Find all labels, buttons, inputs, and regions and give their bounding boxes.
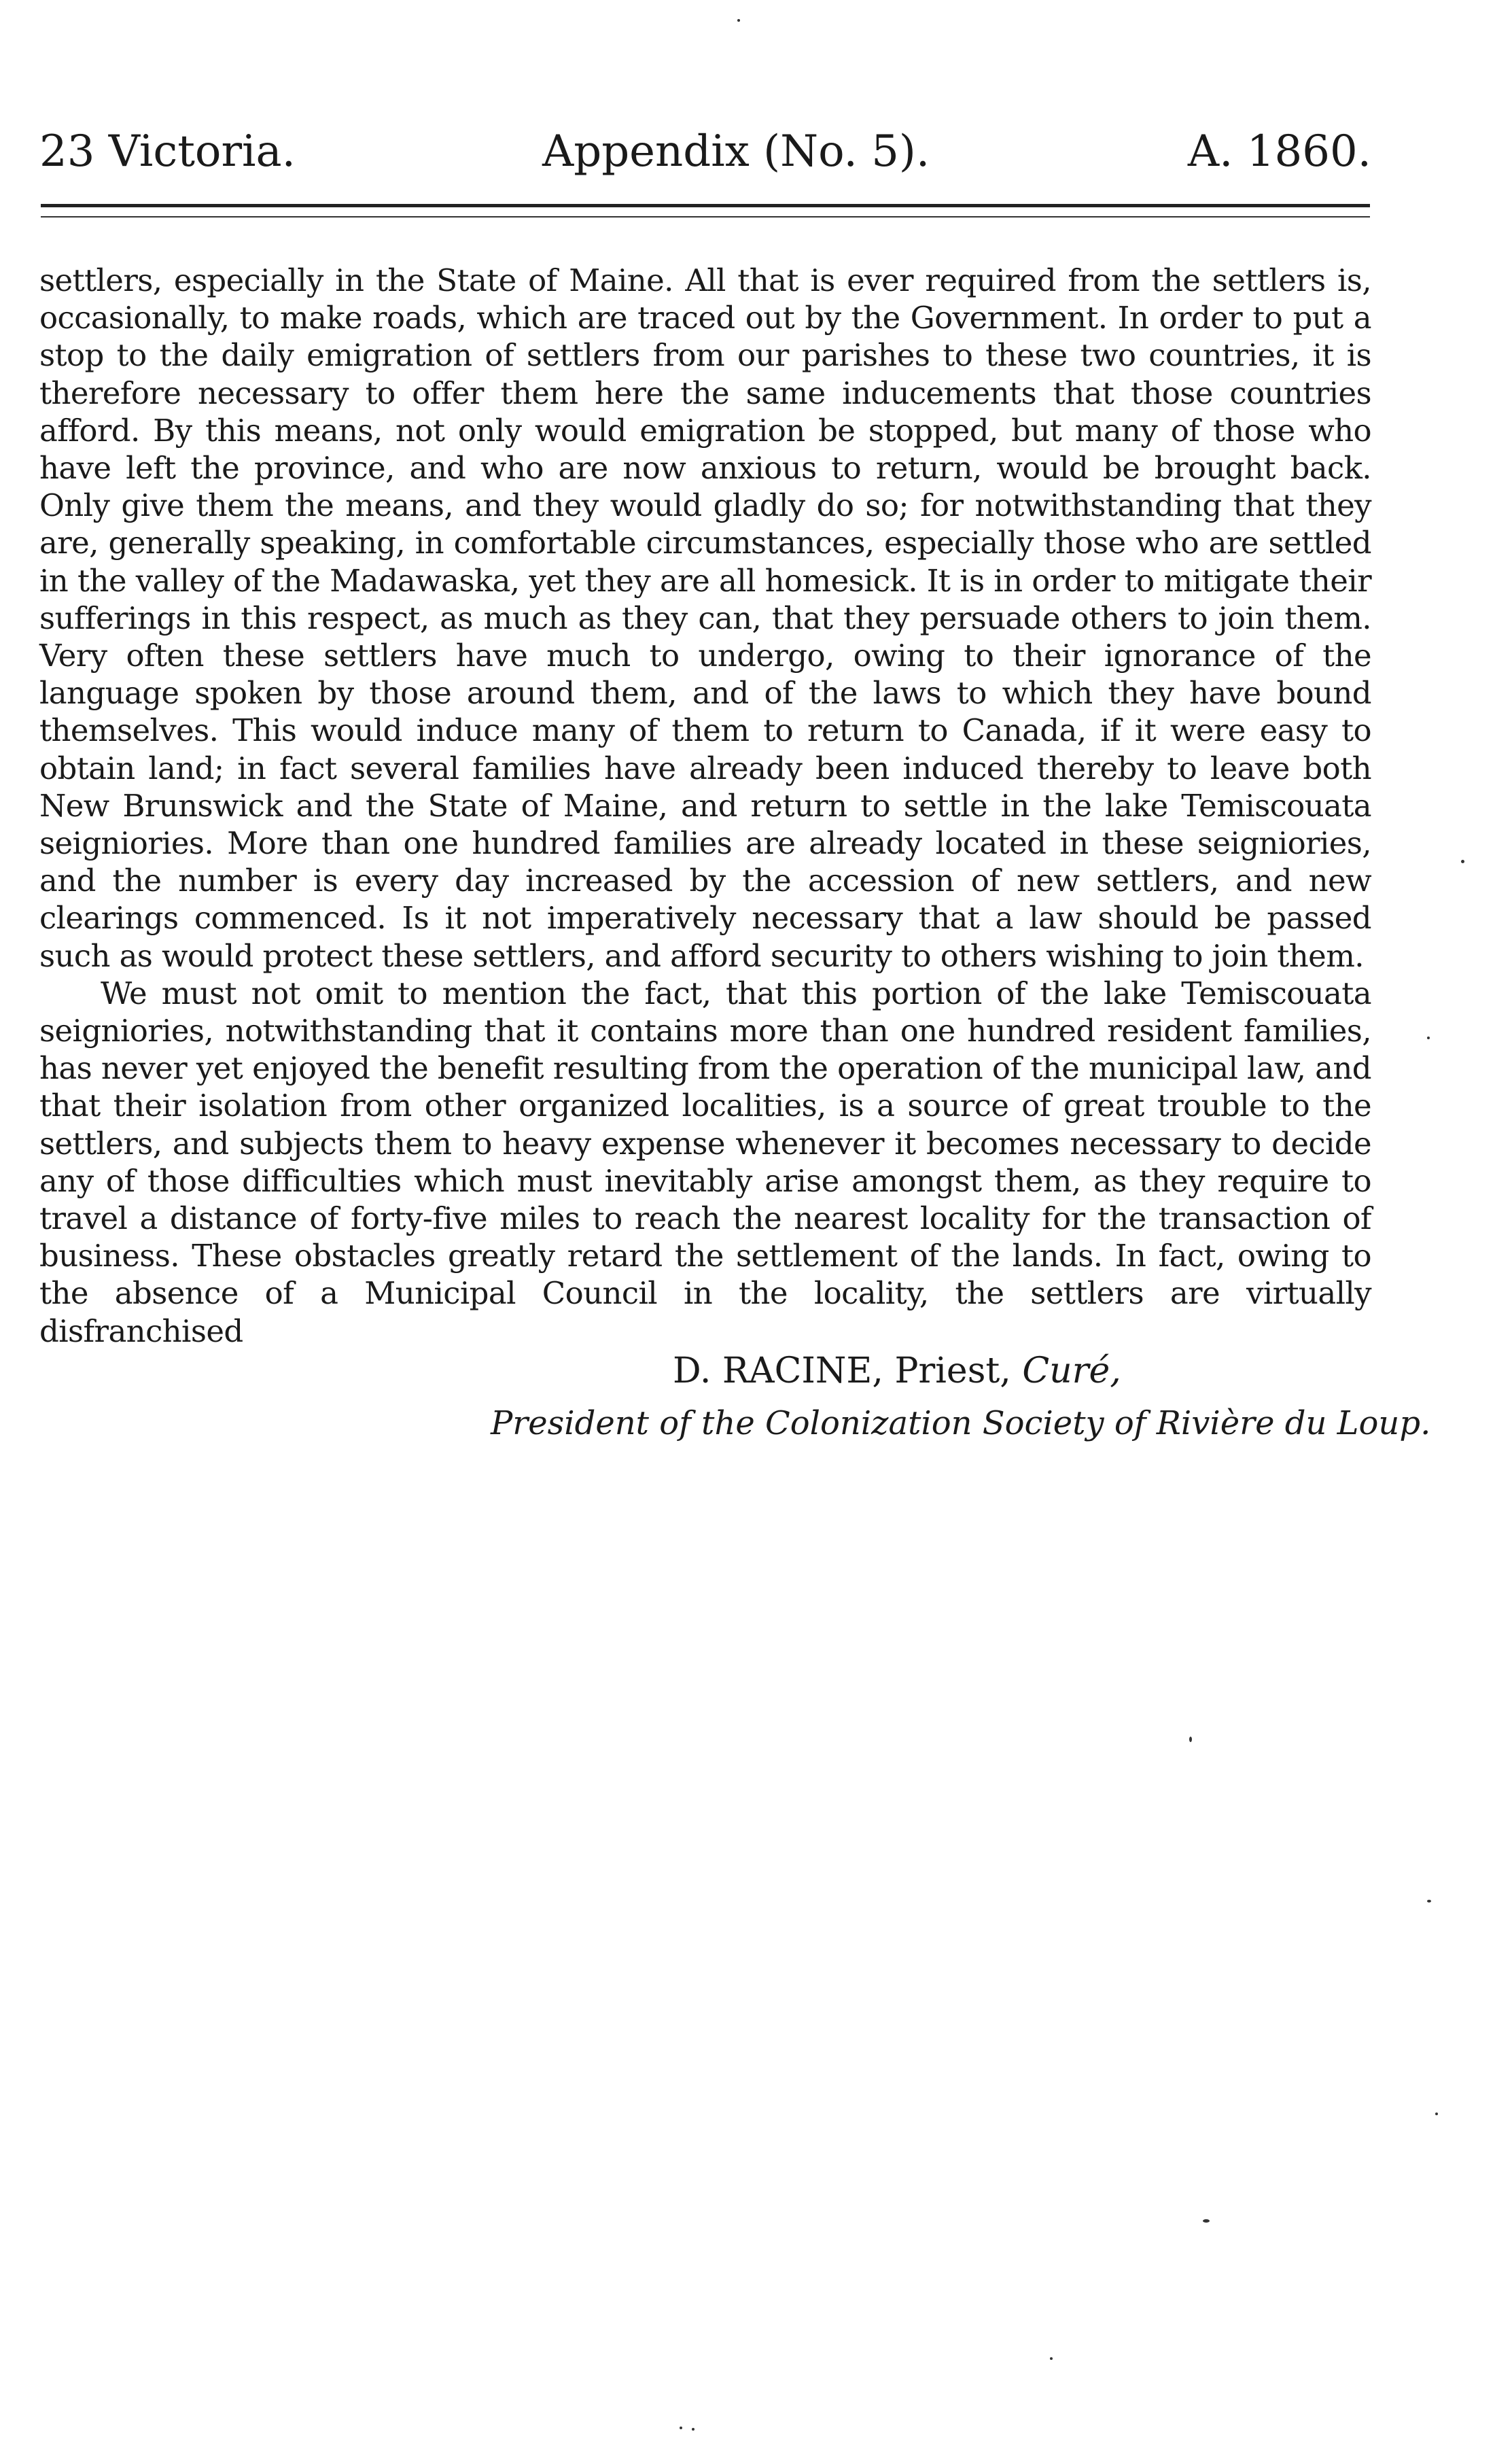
header-rule-thin	[41, 216, 1370, 218]
scan-speck	[1427, 1900, 1431, 1902]
scan-speck	[1189, 1737, 1192, 1742]
paragraph-2: We must not omit to mention the fact, that this portion of the lake Temiscouata seigniories, notwithstanding that it contains more than one hundred resident families, has never yet enjoyed the benefit resulting from the operation of the municipal law, and that their isolation from other organized localities, is a source of great trouble to the settlers, and subjects them to heavy expense whenever it becomes necessary to decide any of those difficulties which must inevitably arise amongst them, as they require to travel a distance of forty-five miles to reach the nearest locality for the transaction of business. These obstacles greatly retard the settlement of the lands. In fact, owing to the absence of a Municipal Council in the locality, the settlers are virtually disfranchised	[39, 975, 1371, 1349]
signature-name: D. RACINE, Priest,	[673, 1351, 1011, 1391]
scan-speck	[692, 2428, 695, 2431]
paragraph-1: settlers, especially in the State of Maine. All that is ever required from the settlers is, occasionally, to make roads, which are traced out by the Government. In order to put a stop to the daily emigration of settlers from our parishes to these two countries, it is therefore necessary to offer them here the same inducements that those countries afford. By this means, not only would emigration be stopped, but many of those who have left the province, and who are now anxious to return, would be brought back. Only give them the means, and they would gladly do so; for notwithstanding that they are, generally speaking, in comfortable circumstances, especially those who are settled in the valley of the Madawaska, yet they are all homesick. It is in order to mitigate their sufferings in this respect, as much as they can, that they persuade others to join them. Very often these settlers have much to undergo, owing to their ignorance of the language spoken by those around them, and of the laws to which they have bound themselves. This would induce many of them to return to Canada, if it were easy to obtain land; in fact several families have already been induced thereby to leave both New Brunswick and the State of Maine, and return to settle in the lake Temiscouata seigniories. More than one hundred families are already located in these seigniories, and the number is every day increased by the accession of new settlers, and new clearings commenced. Is it not imperatively necessary that a law should be passed such as would protect these settlers, and afford security to others wishing to join them.	[39, 262, 1371, 974]
page-header	[39, 121, 1371, 182]
signature-title: President of the Colonization Society of Rivière du Loup.	[491, 1404, 1431, 1442]
scan-speck	[1435, 2113, 1438, 2115]
scan-speck	[1461, 860, 1464, 863]
body-text	[39, 262, 1371, 1350]
header-appendix: Appendix (No. 5).	[542, 126, 930, 177]
header-rule-thick	[41, 204, 1370, 207]
scan-speck	[680, 2427, 682, 2429]
scan-speck	[1427, 1037, 1430, 1039]
signature-role: Curé,	[1022, 1351, 1121, 1391]
header-year: A. 1860.	[1187, 126, 1371, 177]
scan-speck	[1203, 2219, 1210, 2223]
scan-speck	[1050, 2357, 1053, 2360]
signature-line	[673, 1349, 1121, 1393]
header-session: 23 Victoria.	[39, 126, 296, 177]
scan-speck	[737, 19, 740, 22]
